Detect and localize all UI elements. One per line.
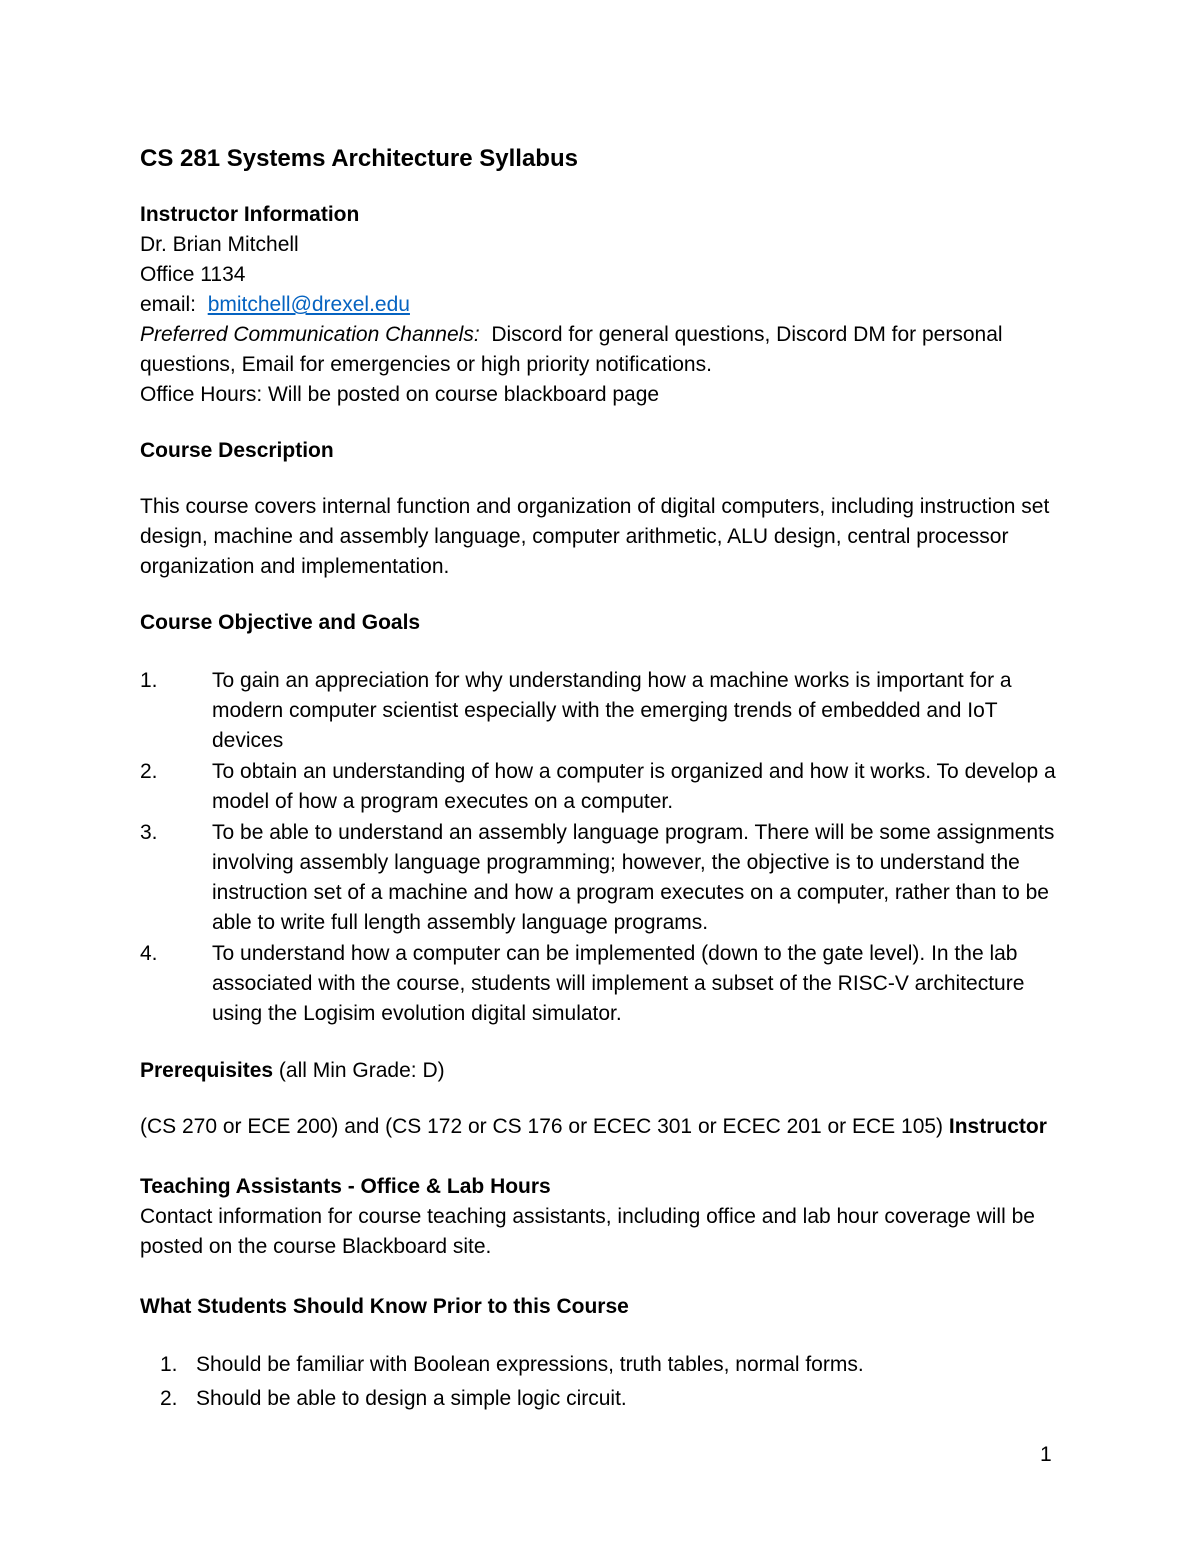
- objective-item: To be able to understand an assembly language program. There will be some assignments involving assembly language programming; however, the objective is to understand the instruction set of a machine and how a program executes on a computer, rather than to be able to write full length assembly language programs.: [212, 821, 1055, 934]
- comm-text-1: Discord for general questions, Discord DM for personal: [491, 323, 1003, 346]
- prerequisites-courses-line: [140, 1112, 1047, 1142]
- objective-item: To understand how a computer can be implemented (down to the gate level). In the lab associated with the course, students will implement a subset of the RISC-V architecture using the Logisim evolution digital simulator.: [212, 942, 1025, 1025]
- instructor-heading: Instructor Information: [140, 203, 360, 226]
- prior-item: Should be able to design a simple logic circuit.: [196, 1387, 627, 1410]
- prerequisites-line: [140, 1056, 445, 1086]
- objective-number: 1.: [140, 669, 158, 692]
- prerequisites-suffix: Instructor: [948, 1115, 1047, 1138]
- comm-line-1: [140, 320, 1003, 350]
- prior-item: Should be familiar with Boolean expressions, truth tables, normal forms.: [196, 1353, 864, 1376]
- objective-item: To obtain an understanding of how a computer is organized and how it works. To develop a model of how a program executes on a computer.: [212, 760, 1056, 813]
- comm-label: Preferred Communication Channels:: [140, 323, 480, 346]
- page-number: 1: [1040, 1443, 1052, 1466]
- instructor-name: Dr. Brian Mitchell: [140, 233, 299, 256]
- email-link[interactable]: bmitchell@drexel.edu: [207, 293, 410, 316]
- objective-item: To gain an appreciation for why understanding how a machine works is important for a modern computer scientist especially with the emerging trends of embedded and IoT devices: [212, 669, 1012, 752]
- prior-number: 2.: [160, 1387, 178, 1410]
- description-text: This course covers internal function and organization of digital computers, including instruction set design, machine and assembly language, computer arithmetic, ALU design, central processor organization and implementation.: [140, 495, 1050, 578]
- email-label: email:: [140, 293, 197, 316]
- comm-line-2: questions, Email for emergencies or high priority notifications.: [140, 353, 712, 376]
- instructor-office: Office 1134: [140, 263, 246, 286]
- tas-heading: Teaching Assistants - Office & Lab Hours: [140, 1175, 551, 1198]
- objective-number: 3.: [140, 821, 158, 844]
- prerequisites-courses: (CS 270 or ECE 200) and (CS 172 or CS 176 or ECEC 301 or ECEC 201 or ECE 105): [140, 1115, 949, 1138]
- page-title: CS 281 Systems Architecture Syllabus: [140, 145, 578, 172]
- office-hours: Office Hours: Will be posted on course blackboard page: [140, 383, 660, 406]
- prior-heading: What Students Should Know Prior to this Course: [140, 1295, 629, 1318]
- objectives-heading: Course Objective and Goals: [140, 611, 421, 634]
- prerequisites-heading: Prerequisites: [140, 1059, 274, 1082]
- description-heading: Course Description: [140, 439, 334, 462]
- objective-number: 2.: [140, 760, 158, 783]
- instructor-email-line: [140, 290, 410, 320]
- prerequisites-note: (all Min Grade: D): [273, 1059, 445, 1082]
- objective-number: 4.: [140, 942, 158, 965]
- prior-number: 1.: [160, 1353, 178, 1376]
- tas-text: Contact information for course teaching assistants, including office and lab hour coverage will be posted on the course Blackboard site.: [140, 1205, 1035, 1258]
